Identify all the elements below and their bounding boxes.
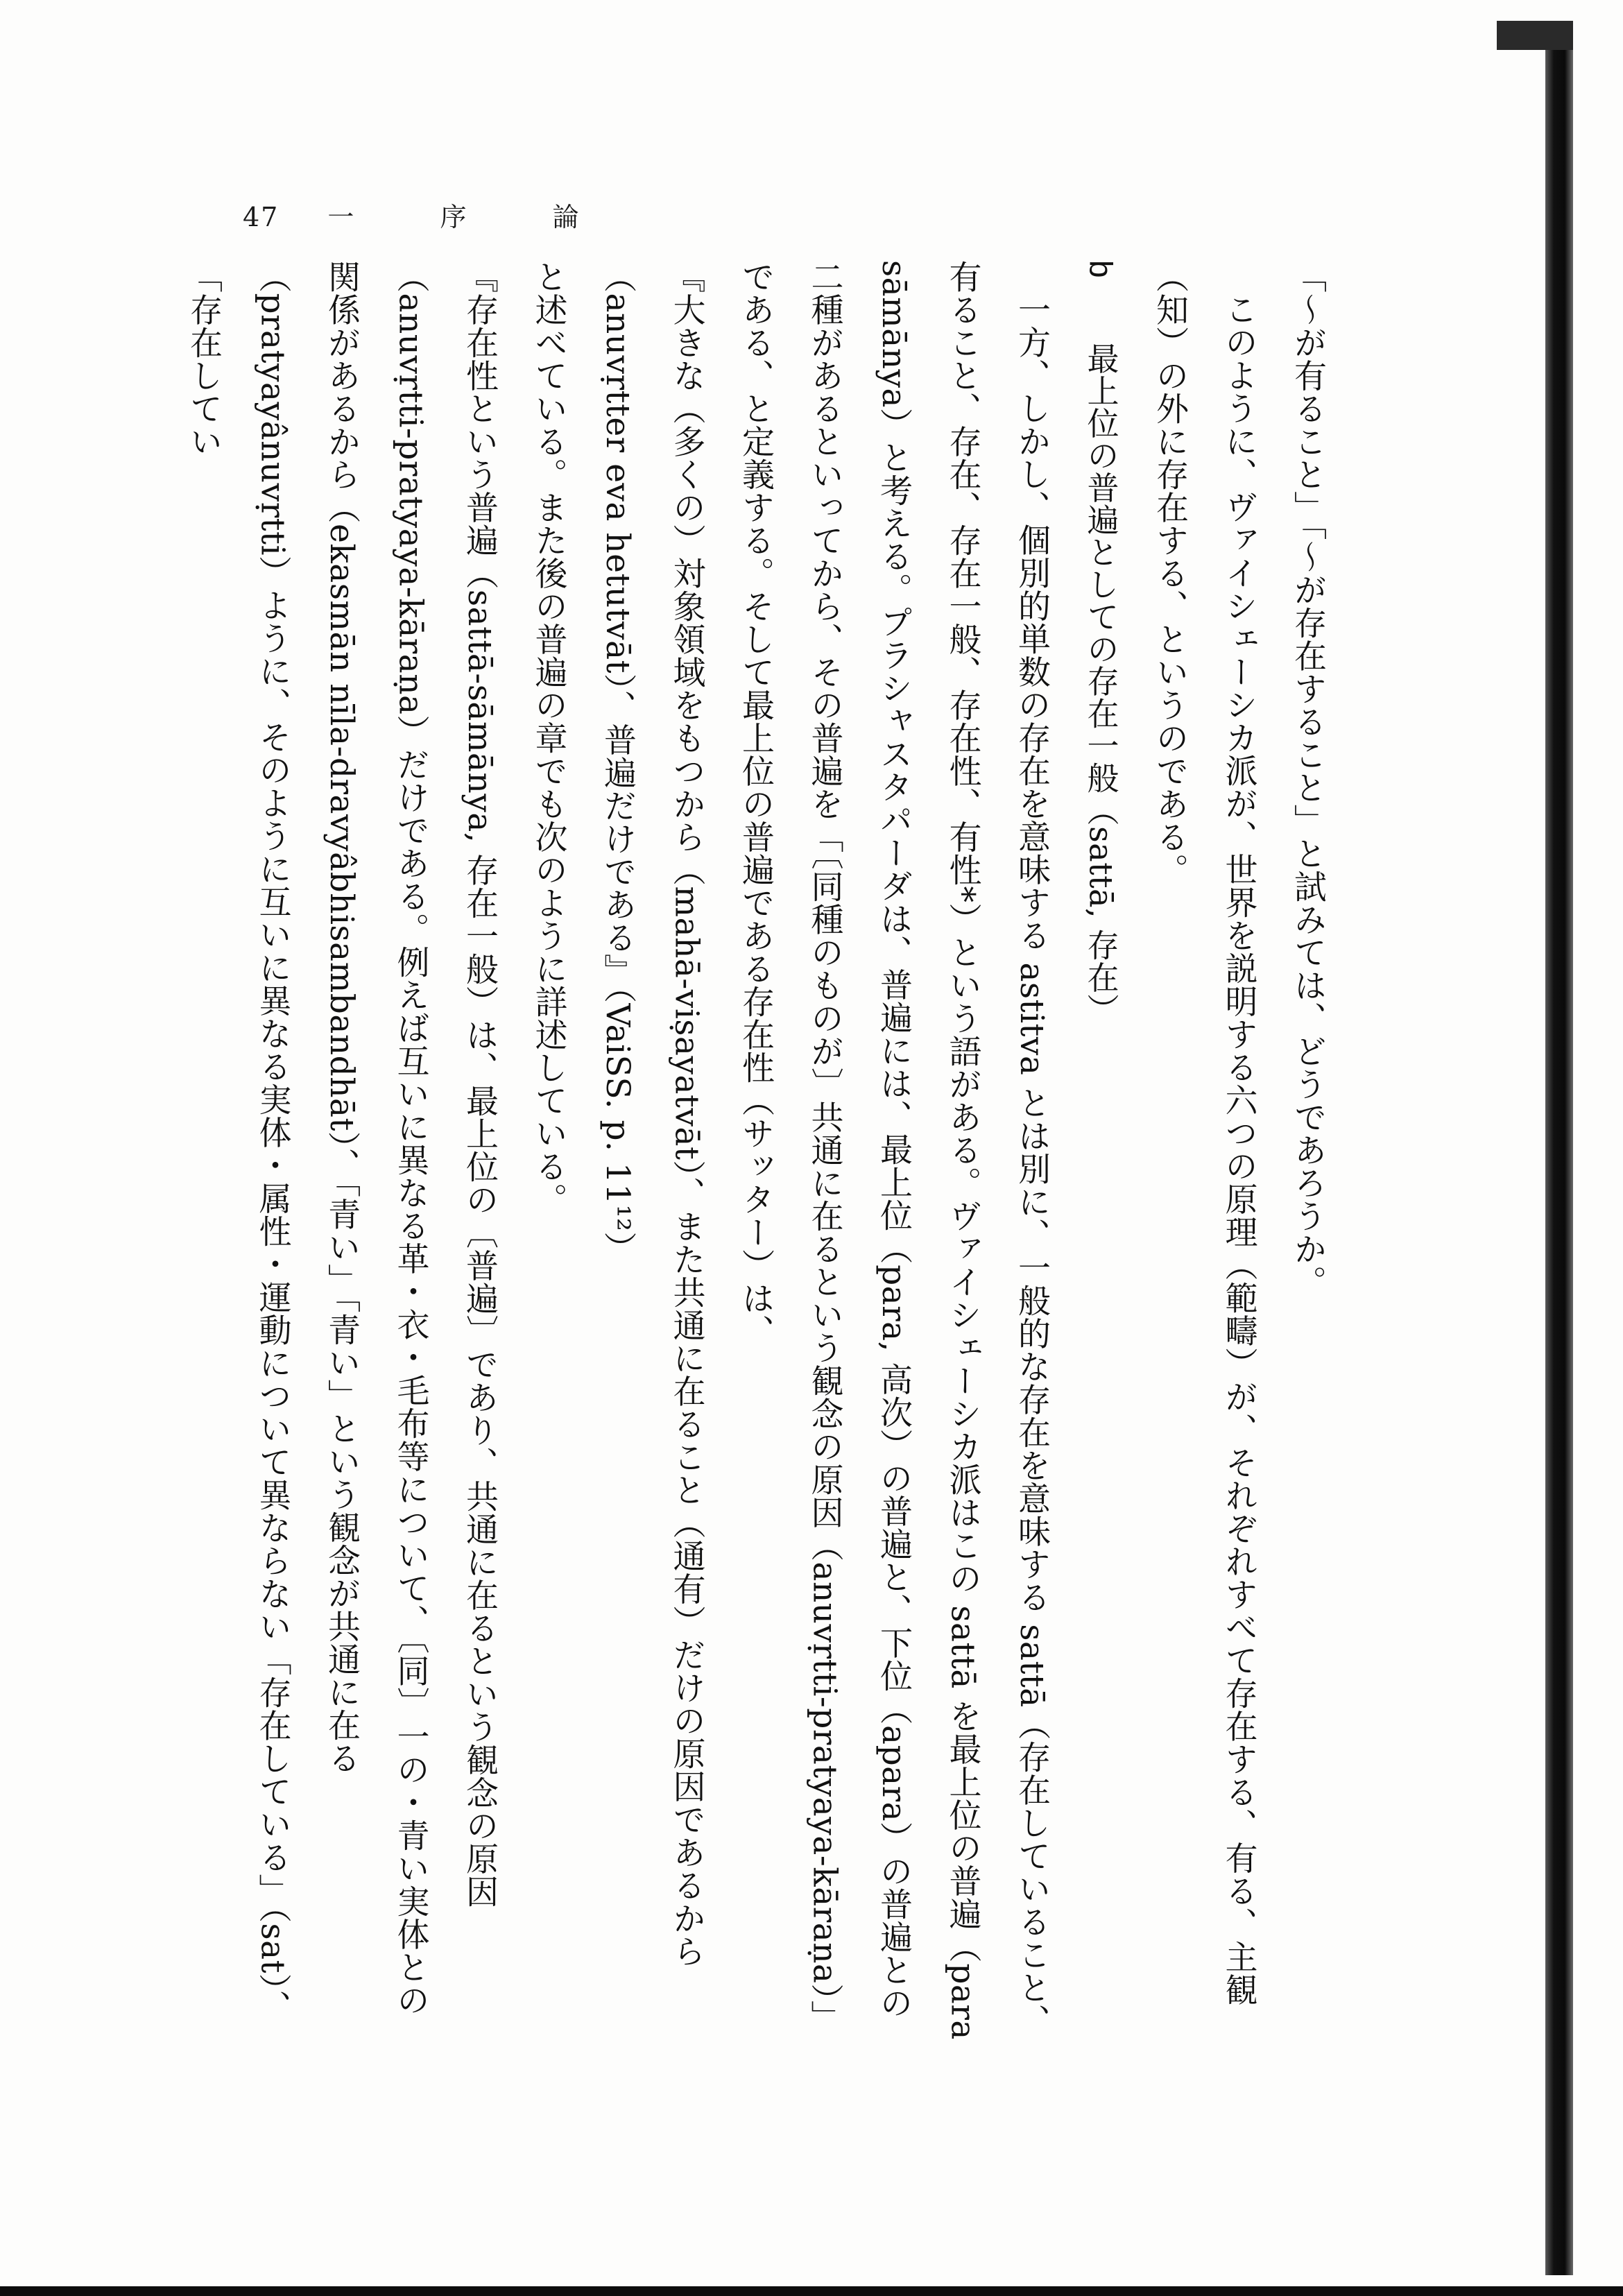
- section-heading-text: 最上位の普遍としての存在一般（sattā, 存在）: [1082, 342, 1120, 1026]
- paragraph-2: このように、ヴァイシェーシカ派が、世界を説明する六つの原理（範疇）が、それぞれすべて存在する、有る、主観（知）の外に存在する、というのである。: [1151, 260, 1258, 2006]
- quotation-2: 『存在性という普遍（sattā-sāmānya, 存在一般）は、最上位の〔普遍〕であり、共通に在るという観念の原因（anuvṛtti-pratyaya-kāraṇa）だけである。例えば互いに異なる革・衣・毛布等について、〔同〕一の・青い実体との関係があるから（ekasmān nīla-dravyâbhisambandhāt）、「青い」「青い」という観念が共通に在る（pratyayânuvṛtti）ように、そのように互いに異なる実体・属性・運動について異ならない「存在している」（sat）、「存在してい: [184, 260, 499, 2023]
- section-heading: [1066, 260, 1135, 2043]
- running-header: [243, 196, 618, 234]
- vertical-text-block: [184, 260, 1342, 2043]
- paragraph-1: 「〜が有ること」「〜が存在すること」と試みては、どうであろうか。: [1289, 260, 1327, 1299]
- section-heading-letter: b: [1083, 260, 1119, 279]
- paragraph-4: と述べている。また後の普遍の章でも次のように詳述している。: [529, 260, 568, 1216]
- binding-edge: [1545, 21, 1573, 2275]
- section-title: 一 序 論: [327, 202, 618, 232]
- binding-tab: [1497, 21, 1573, 50]
- paragraph-3: 一方、しかし、個別的単数の存在を意味する astitva とは別に、一般的な存在を意味する sattā（存在していること、有ること、存在、存在一般、存在性、有性*）という語がある。ヴァイシェーシカ派はこの sattā を最上位の普遍（para sāmānya）と考える。プラシャスタパーダは、普遍には、最上位（para, 高次）の普遍と、下位（apara）の普遍との二種があるといってから、その普遍を「〔同種のものが〕共通に在るという観念の原因（anuvṛtti-pratyaya-kāraṇa）」である、と定義する。そして最上位の普遍である存在性（サッター）は、: [737, 260, 1051, 2040]
- scan-bottom-edge: [0, 2286, 1623, 2296]
- quotation-1: 『大きな（多くの）対象領域をもつから（mahā-viṣayatvāt）、また共通に在ること（通有）だけの原因であるから（anuvṛtter eva hetutvāt）、普遍だけである』（VaiSS. p. 11¹²）: [599, 260, 706, 1968]
- page-number: 47: [243, 202, 280, 232]
